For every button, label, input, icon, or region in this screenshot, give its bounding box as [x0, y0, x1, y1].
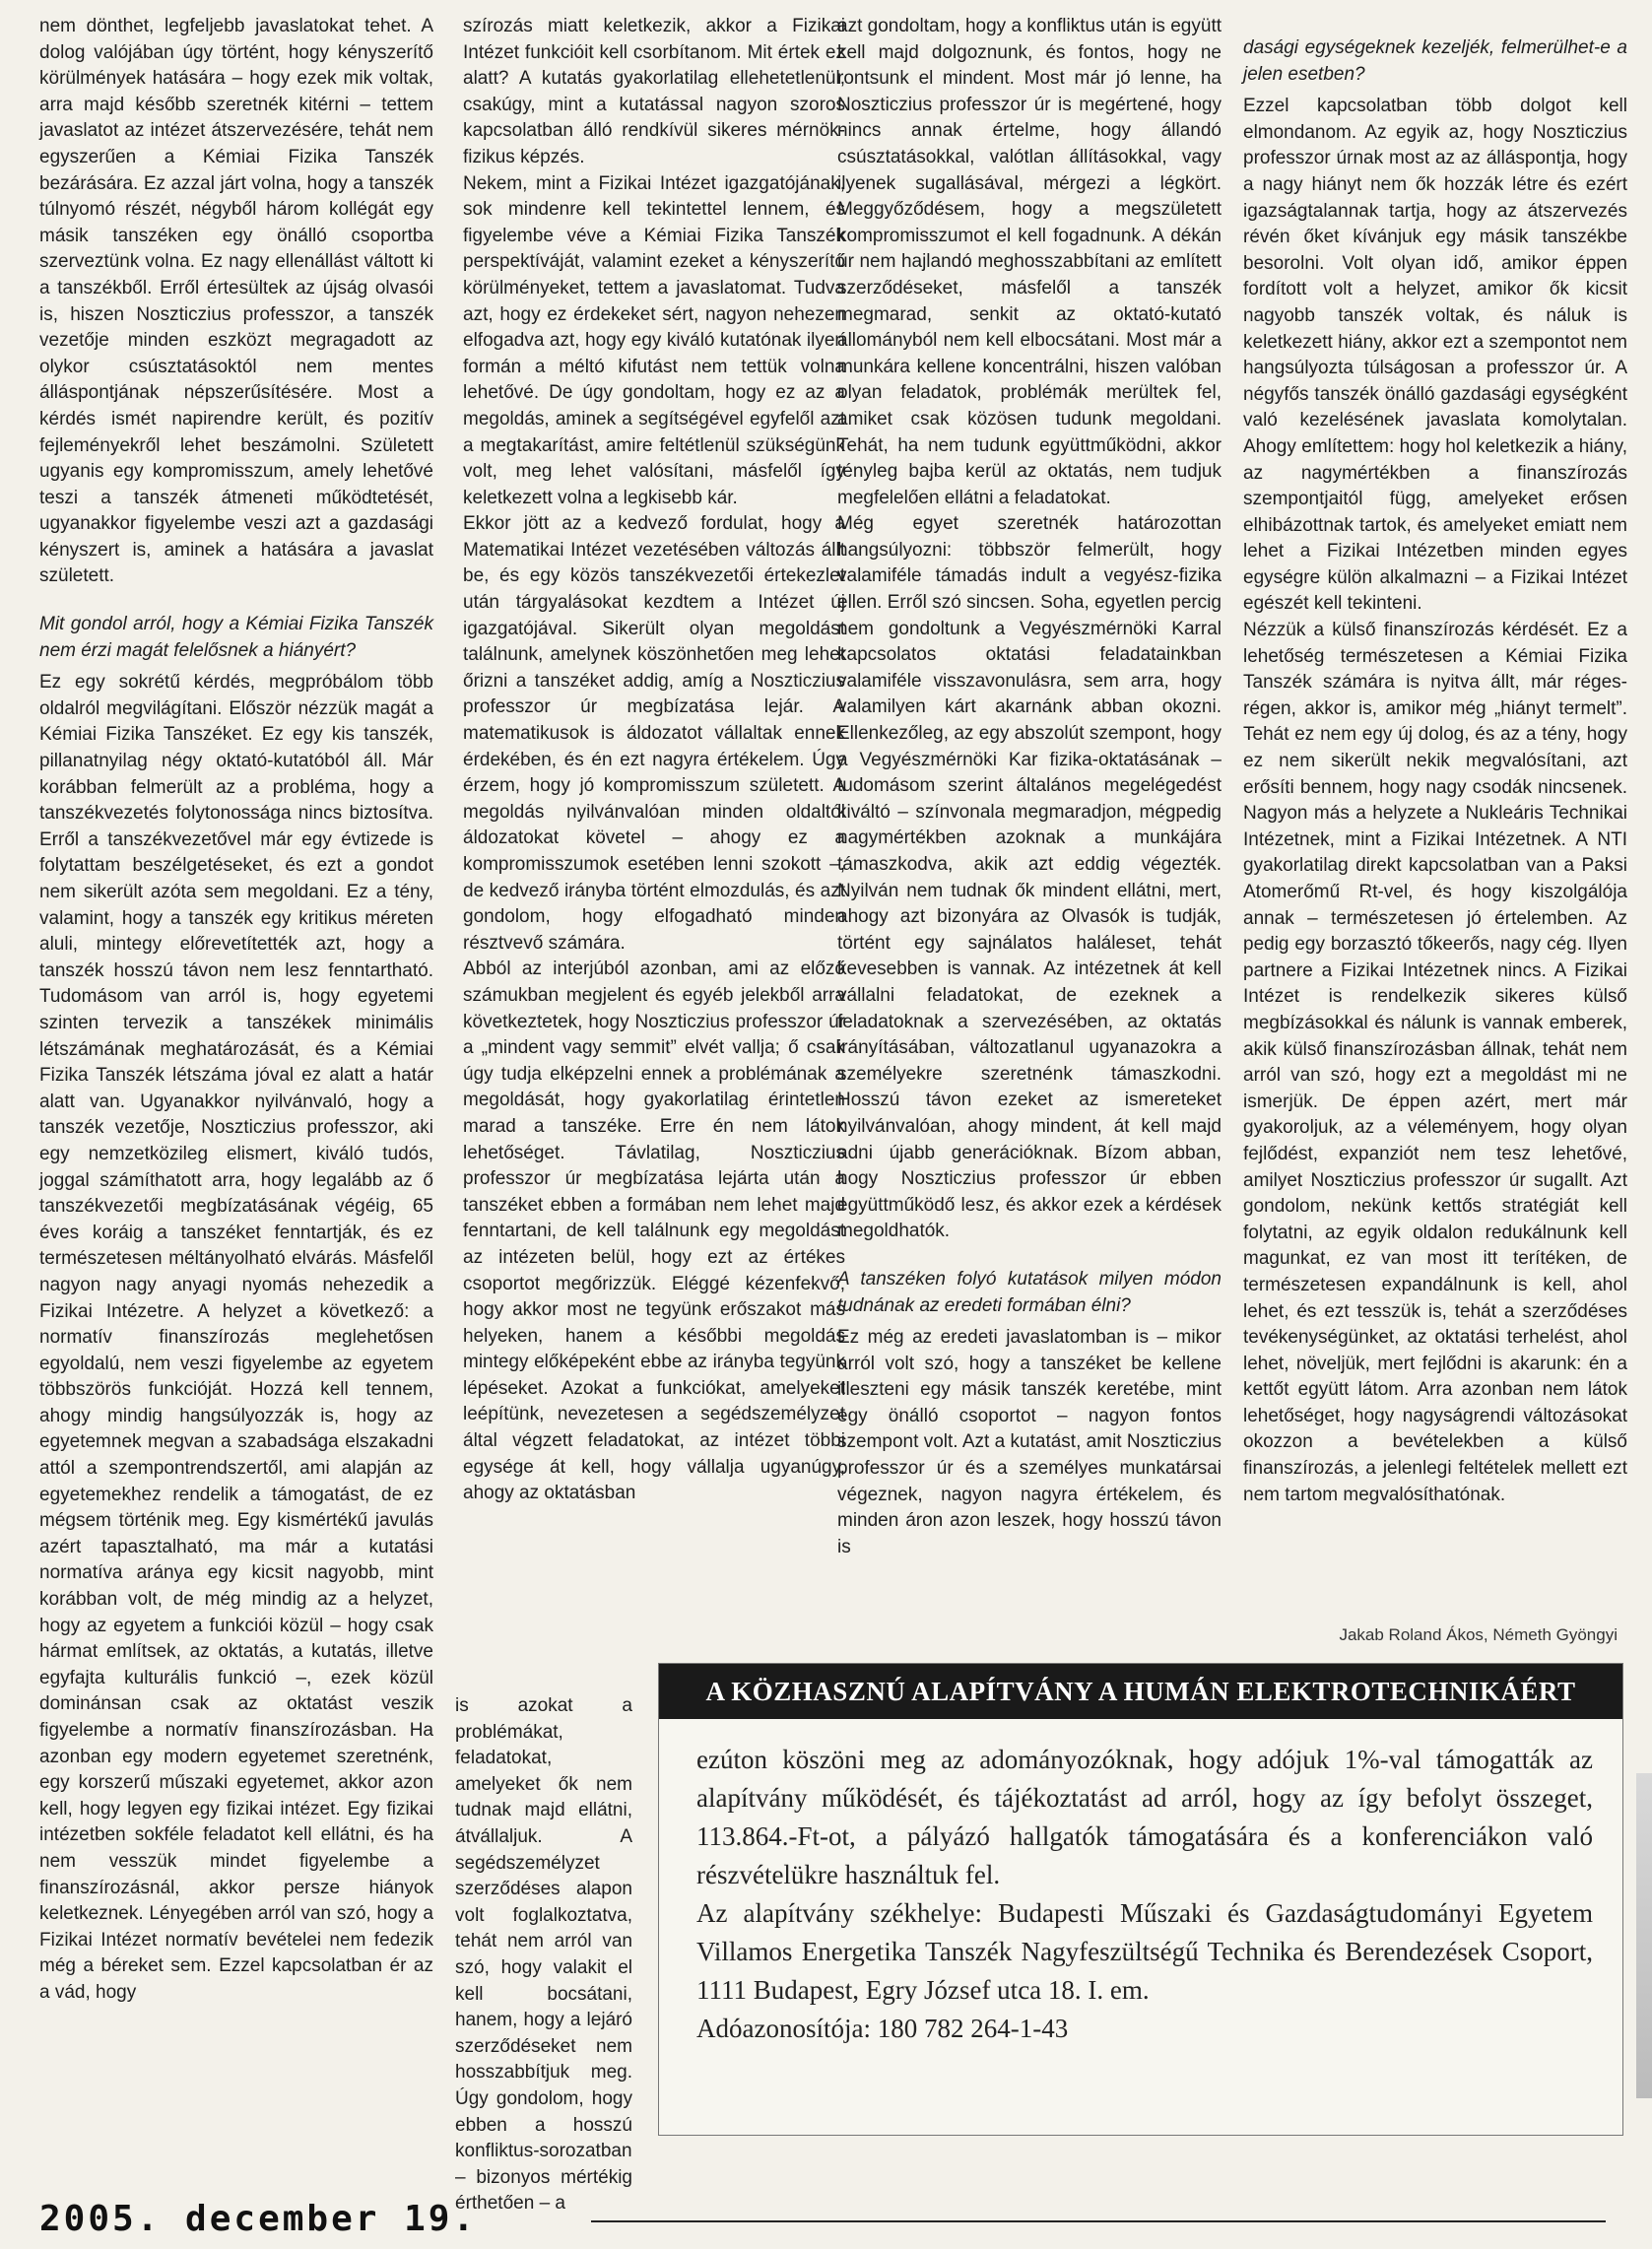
article-column-1: [39, 14, 433, 2151]
article-paragraph: nem dönthet, legfeljebb javaslatokat tehet. A dolog valójában úgy történt, hogy kényszerítő körülmények hatására – hogy ezek mik voltak, arra majd később szeretnék kitérni – tettem javaslatot az intézet átszervezésére, tehát nem egyszerűen a Kémiai Fizika Tanszék bezárására. Ez azzal járt volna, hogy a tanszék túlnyomó részét, négyből három kollégát egy másik tanszéken egy önálló csoportba szerveztünk volna. Ez nagy ellenállást váltott ki a tanszékből. Erről értesültek az újság olvasói is, hiszen Noszticzius professzor, a tanszék vezetője minden eszközt megragadott az olykor csúsztatásoktól nem mentes álláspontjának népszerűsítésére. Most a kérdés ismét napirendre került, és pozitív fejleményekről lehet beszámolni. Született ugyanis egy kompromisszum, amely lehetővé teszi a tanszék átmeneti működtetését, ugyanakkor figyelembe veszi azt a gazdasági kényszert is, aminek a hatására a javaslat született.: [39, 16, 433, 587]
article-signature: Jakab Roland Ákos, Németh Gyöngyi: [1339, 1625, 1618, 1644]
article-paragraph: Ez egy sokrétű kérdés, megpróbálom több oldalról megvilágítani. Először nézzük magát a Kémiai Fizika Tanszéket. Ez egy kis tanszék, pillanatnyilag négy oktató-kutatóból áll. Már korábban felmerült az a probléma, hogy a tanszékvezetés folytonossága nincs biztosítva. Erről a tanszékvezetővel már egy évtizede is folytattam beszélgetéseket, és ezt a gondot nem sikerült azóta sem megoldani. Ez a tény, valamint, hogy a tanszék egy kritikus méreten aluli, mintegy előrevetítették azt, hogy a tanszék hosszú távon nem lesz fenntartható. Tudomásom van arról is, hogy egyetemi szinten tervezik a tanszékek minimális létszámának meghatározását, és a Kémiai Fizika Tanszék létszáma jóval ez alatt a határ alatt van. Ugyanakkor nyilvánvaló, hogy a tanszék vezetője, Noszticzius professzor, aki egy nemzetközileg elismert, kiváló tudós, joggal számíthatott arra, hogy legalább az ő tanszékvezetői megbízatásának végéig, 65 éves koráig a tanszéket fenntartják, és ez természetesen méltányolható elvárás. Másfelől nagyon nagy anyagi nyomás nehezedik a Fizikai Intézetre. A helyzet a következő: a normatív finanszírozás meglehetősen egyoldalú, nem veszi figyelembe az egyetem többszörös funkcióját. Hozzá kell tennem, ahogy mindig hangsúlyozzák is, hogy az egyetemnek megvan a szabadsága elszakadni attól a szempontrendszertől, ami alapján az egyetemekhez rendelik a támogatást, de ez mégsem történik meg. Egy kismértékű javulás azért tapasztalható, ma már a kutatási normatíva aránya egy kicsit nagyobb, mint korábban volt, de még mindig az a helyzet, hogy az egyetem a funkciói közül – hogy csak hármat említsek, az oktatás, a kutatás, illetve egyfajta kulturális funkció –, ezek közül dominánsan csak az oktatást veszik figyelembe a normatív finanszírozásban. Ha azonban egy modern egyetemet szeretnénk, egy korszerű műszaki egyetemet, akkor azon kell, hogy legyen egy fizikai intézet. Egy fizikai intézetben sokféle feladatot kell ellátni, és ha nem vesszük mindet figyelembe a finanszírozásnál, akkor persze hiányok keletkeznek. Lényegében arról van szó, hogy a Fizikai Intézet normatív bevételei nem fedezik még a béreket sem. Ezzel kapcsolatban ér az a vád, hogy: [39, 672, 433, 2003]
article-paragraph: Nekem, mint a Fizikai Intézet igazgatójának, sok mindenre kell tekintettel lennem, és figyelembe véve a Kémiai Fizika Tanszék perspektíváját, valamint ezeket a kényszerítő körülményeket, tettem a javaslatomat. Tudva azt, hogy ez érdekeket sért, nagyon nehezen elfogadva azt, hogy egy kiváló kutatónak ilyen formán a méltó kifutást nem tettük volna lehetővé. De úgy gondoltam, hogy ez az a megoldás, aminek a segítségével egyfelől azt a megtakarítást, amire feltétlenül szükségünk volt, meg lehet valósítani, másfelől így keletkezett volna a legkisebb kár.: [463, 172, 845, 508]
article-paragraph: is azokat a problémákat, feladatokat, amelyeket ők nem tudnak majd ellátni, átvállaljuk. A segédszemélyzet szerződéses alapon volt foglalkoztatva, tehát nem arról van szó, hogy valakit el kell bocsátani, hanem, hogy a lejáró szerződéseket nem hosszabbítjuk meg. Úgy gondolom, hogy ebben a hosszú konfliktus-sorozatban – bizonyos mértékig érthetően – a: [455, 1695, 632, 2215]
article-column-4: [1243, 14, 1627, 1551]
article-column-3: [837, 14, 1222, 1610]
page-edge-mark: [1636, 1773, 1652, 2098]
article-paragraph: Még egyet szeretnék határozottan hangsúlyozni: többször felmerült, hogy valamiféle támadás indult a vegyész-fizika ellen. Erről szó sincsen. Soha, egyetlen percig nem gondoltunk a Vegyészmérnöki Karral kapcsolatos oktatási feladatainkban valamiféle visszavonulásra, sem arra, hogy valamilyen kárt akarnánk abban okozni. Ellenkezőleg, az egy abszolút szempont, hogy a Vegyészmérnöki Kar fizika-oktatásának – tudomásom szerint általános megelégedést kiváltó – színvonala megmaradjon, mégpedig nagymértékben azoknak a munkájára támaszkodva, akik azt eddig végezték. Nyilván nem tudnak ők mindent ellátni, mert, ahogy azt bizonyára az Olvasók is tudják, történt egy sajnálatos haláleset, tehát kevesebben is vannak. Az intézetnek át kell vállalni feladatokat, de ezeknek a feladatoknak a szervezésében, az oktatás irányításában, változatlanul ugyanazokra a személyekre szeretnénk támaszkodni. Hosszú távon ezeket az ismereteket nyilvánvalóan, ahogy mindent, át kell majd adni újabb generációknak. Bízom abban, hogy Noszticzius professzor úr ebben együttműködő lesz, és akkor ezek a kérdések megoldhatók.: [837, 513, 1222, 1242]
foundation-notice-box: [658, 1663, 1623, 2136]
footer-rule: [591, 2220, 1606, 2222]
article-column-2: [463, 14, 845, 1679]
article-column-2-continuation: [455, 1675, 632, 2215]
foundation-tax-id: Adóazonosítója: 180 782 264-1-43: [696, 2014, 1069, 2043]
article-paragraph: Ekkor jött az a kedvező fordulat, hogy a Matematikai Intézet vezetésében változás állt be, és egy közös tanszékvezetői értekezlet után tárgyalásokat kezdtem a Intézet új igazgatójával. Sikerült olyan megoldást találnunk, amelynek köszönhetően meg lehet őrizni a tanszéket addig, amíg a Noszticzius professzor úr megbízatása lejár. A matematikusok is áldozatot vállaltak ennek érdekében, és én ezt nagyra értékelem. Úgy érzem, hogy jó kompromisszum született. A megoldás nyilvánvalóan minden oldaltól áldozatokat követel – ahogy ez a kompromisszumok esetében lenni szokott –, de kedvező irányba történt elmozdulás, és azt gondolom, hogy elfogadható minden résztvevő számára.: [463, 513, 845, 954]
article-paragraph: Ez még az eredeti javaslatomban is – mikor arról volt szó, hogy a tanszéket be kellene illeszteni egy másik tanszék keretébe, mint egy önálló csoportot – nagyon fontos szempont volt. Azt a kutatást, amit Noszticzius professzor úr és a személyes munkatársai végeznek, nagyon nagyra értékelem, és minden áron azon leszek, hogy hosszú távon is: [837, 1327, 1222, 1557]
article-paragraph: szírozás miatt keletkezik, akkor a Fizikai Intézet funkcióit kell csorbítanom. Mit értek ez alatt? A kutatás gyakorlatilag ellehetetlenül, csakúgy, mint a kutatással nagyon szoros kapcsolatban álló rendkívül sikeres mérnök-fizikus képzés.: [463, 16, 845, 167]
foundation-notice-heading: A KÖZHASZNÚ ALAPÍTVÁNY A HUMÁN ELEKTROTECHNIKÁÉRT: [659, 1664, 1622, 1719]
article-paragraph: azt gondoltam, hogy a konfliktus után is együtt kell majd dolgoznunk, és fontos, hogy ne rontsunk el mindent. Most már jó lenne, ha Noszticzius professzor úr is megértené, hogy nincs annak értelme, hogy állandó csúsztatásokkal, valótlan állításokkal, vagy ilyenek sugallásával, mérgezi a légkört. Meggyőződésem, hogy a megszületett kompromisszumot el kell fogadnunk. A dékán úr nem hajlandó meghosszabbítani az említett szerződéseket, másfelől a tanszék megmarad, senkit az oktató-kutató állományból nem kell elbocsátani. Most már a munkára kellene koncentrálni, hiszen valóban olyan feladatok, problémák merültek fel, amiket csak közösen tudunk megoldani. Tehát, ha nem tudunk együttműködni, akkor tényleg bajba kerül az oktatás, nem tudjuk megfelelően ellátni a feladatokat.: [837, 16, 1222, 508]
article-paragraph: Ezzel kapcsolatban több dolgot kell elmondanom. Az egyik az, hogy Noszticzius professzor úrnak most az az álláspontja, hogy a nagy hiányt nem ők hozzák létre és ezért igazságtalannak tartja, hogy az átszervezés révén őket kívánjuk egy másik tanszékbe besorolni. Volt olyan idő, amikor éppen fordított volt a helyzet, amikor ők kicsit nagyobb tanszék voltak, és náluk is keletkezett hiány, akkor ezt a szempontot nem hangsúlyozta túlságosan a professzor úr. A négyfős tanszék önálló gazdasági egységként való kezelésének javaslata komolytalan. Ahogy említettem: hogy hol keletkezik a hiány, az nagymértékben a finanszírozás szempontjaitól függ, amelyeket erősen elhibázottnak tartok, és amelyeket emiatt nem lehet a Fizikai Intézetben minden egyes egységre külön alkalmazni – a Fizikai Intézet egészét kell tekinteni.: [1243, 96, 1627, 615]
foundation-thanks-paragraph: ezúton köszöni meg az adományozóknak, hogy adójuk 1%-val támogatták az alapítvány működését, és tájékoztatást ad arról, hogy az így befolyt összeget, 113.864.-Ft-ot, a pályázó hallgatók támogatására és a konferenciákon való részvételükre használtuk fel.: [696, 1745, 1593, 1889]
article-paragraph: Abból az interjúból azonban, ami az előző számukban megjelent és egyéb jelekből arra következtetek, hogy Noszticzius professzor úr a „mindent vagy semmit” elvét vallja; ő csak úgy tudja elképzelni ennek a problémának a megoldását, hogy gyakorlatilag érintetlen marad a tanszéke. Erre én nem látok lehetőséget. Távlatilag, Noszticzius professzor úr megbízatása lejárta után a tanszéket ebben a formában nem lehet majd fenntartani, de kell találnunk egy megoldást az intézeten belül, hogy ezt az értékes csoportot megőrizzük. Eléggé kézenfekvő, hogy akkor most ne tegyünk erőszakot más helyeken, hanem a későbbi megoldás mintegy előképeként ebbe az irányba tegyünk lépéseket. Azokat a funkciókat, amelyeket leépítünk, nevezetesen a segédszemélyzet által végzett feladatokat, az intézet többi egysége át kell, hogy vállalja ugyanúgy, ahogy az oktatásban: [463, 959, 845, 1504]
interview-question: A tanszéken folyó kutatások milyen módon tudnának az eredeti formában élni?: [837, 1268, 1222, 1316]
interview-question: Mit gondol arról, hogy a Kémiai Fizika Tanszék nem érzi magát felelősnek a hiányért?: [39, 614, 433, 661]
foundation-notice-body: [696, 1741, 1593, 2048]
issue-date: 2005. december 19.: [39, 2199, 478, 2239]
foundation-address-paragraph: Az alapítvány székhelye: Budapesti Műszaki és Gazdaságtudományi Egyetem Villamos Energetika Tanszék Nagyfeszültségű Technika és Berendezések Csoport, 1111 Budapest, Egry József utca 18. I. em.: [696, 1898, 1593, 2005]
article-paragraph: Nézzük a külső finanszírozás kérdését. Ez a lehetőség természetesen a Kémiai Fizika Tanszék számára is nyitva állt, már réges-régen, akkor is, amikor még „hiányt termelt”. Tehát ez nem egy új dolog, és az a tény, hogy ez nem sikerült nekik megvalósítani, azt erősíti bennem, hogy nagy csodák nincsenek. Nagyon más a helyzete a Nukleáris Technikai Intézetnek, mint a Fizikai Intézetnek. A NTI gyakorlatilag direkt kapcsolatban van a Paksi Atomerőmű Rt-vel, és hogy kiszolgálója annak – természetesen jó értelemben. Az pedig egy borzasztó tőkeerős, nagy cég. Ilyen partnere a Fizikai Intézetnek nincs. A Fizikai Intézet is rendelkezik sikeres külső megbízásokkal és nálunk is vannak emberek, akik külső finanszírozásban állnak, tehát nem arról van szó, hogy ezt a megoldást mi ne ismerjük. De éppen azért, mert már gyakoroljuk, az a véleményem, hogy olyan fejlődést, expanziót nem tesz lehetővé, amilyet Noszticzius professzor úr sugallt. Azt gondolom, nekünk kettős stratégiát kell folytatni, az egyik oldalon redukálnunk kell magunkat, ez van most itt terítéken, de természetesen expandálnunk is kell, ahol lehet, és ezt tesszük is, tehát a szerződéses tevékenységünket, az oktatási terhelést, ahol lehet, növeljük, mert fejlődni is akarunk: én a kettőt együtt látom. Arra azonban nem látok lehetőséget, hogy nagyságrendi változásokat okozzon a bevételekben a külső finanszírozás, a jelenlegi feltételek mellett ezt nem tartom megvalósíthatónak.: [1243, 620, 1627, 1505]
interview-question: dasági egységeknek kezeljék, felmerülhet-e a jelen esetben?: [1243, 37, 1627, 85]
